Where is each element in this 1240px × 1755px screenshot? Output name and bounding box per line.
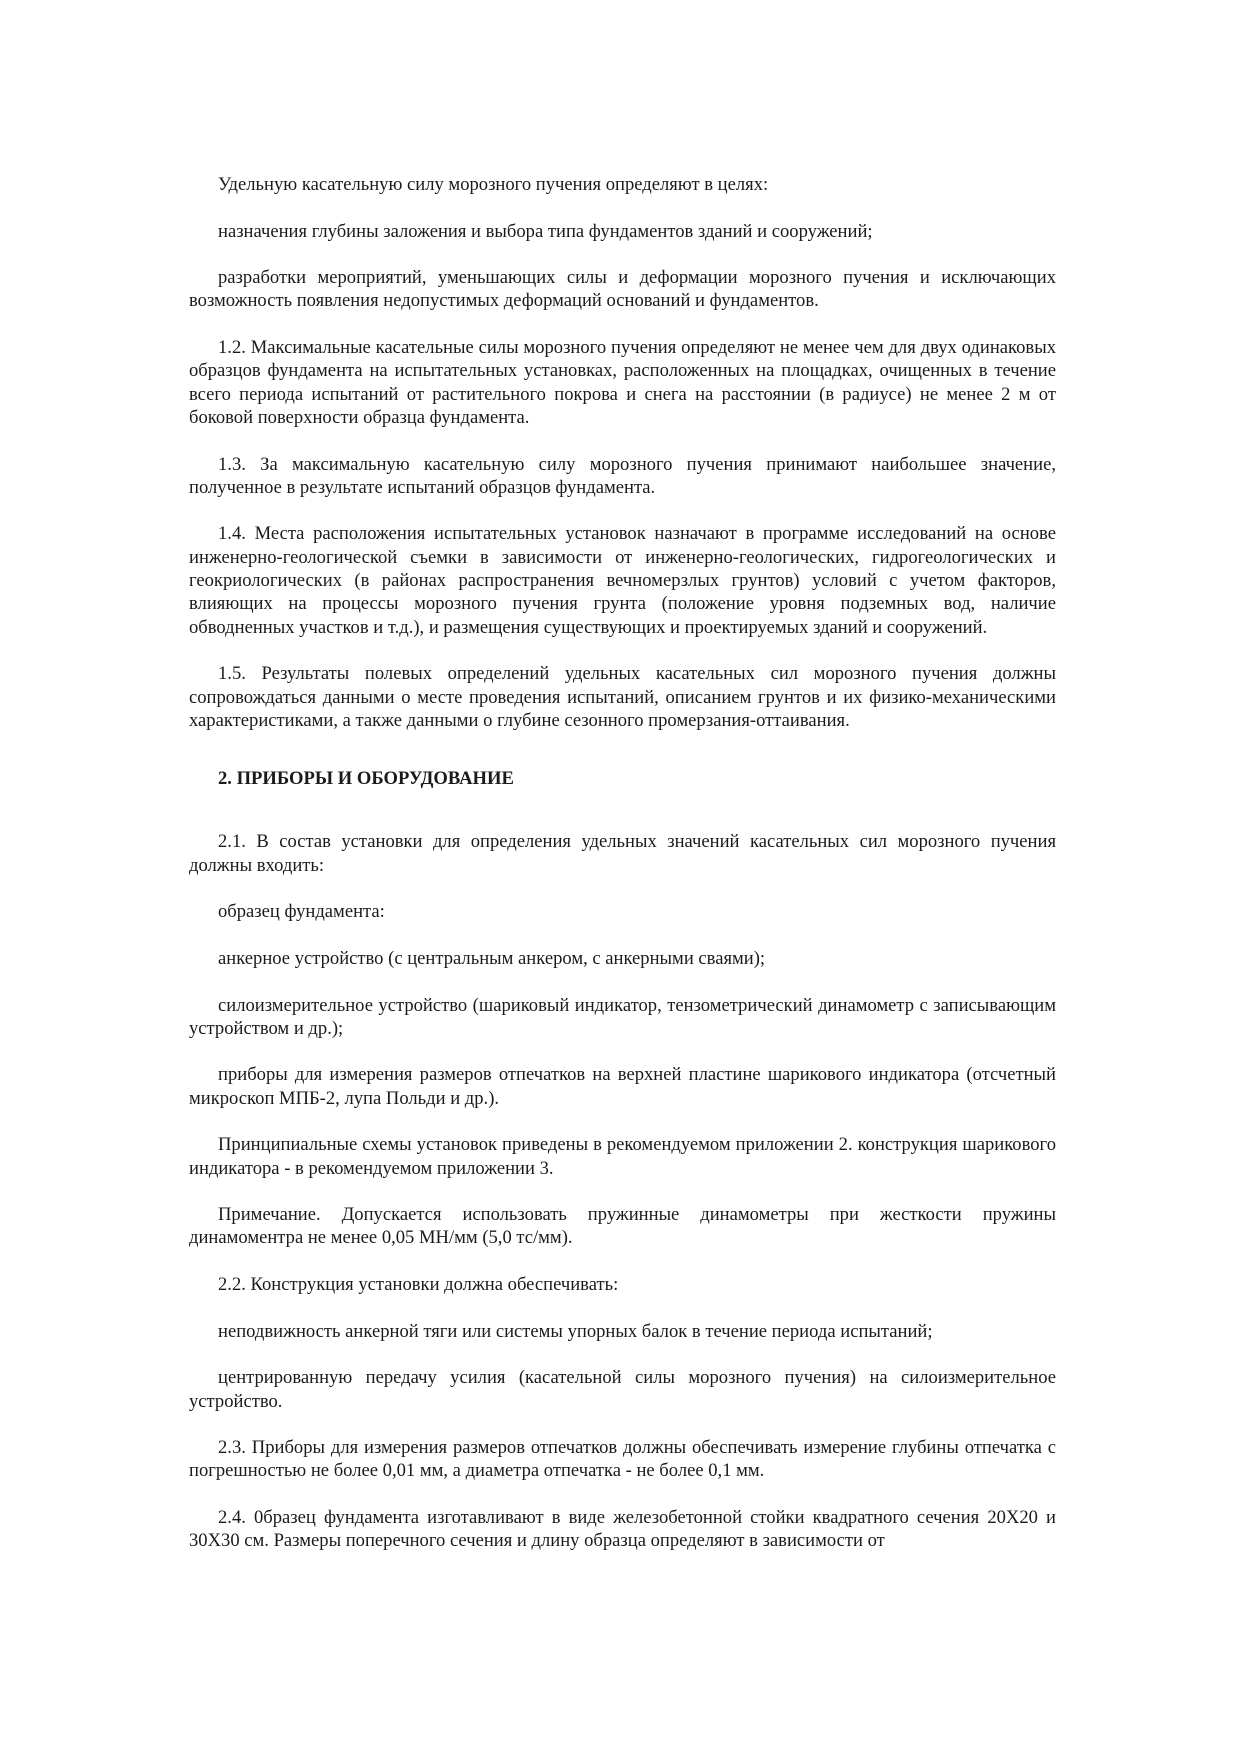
- list-item-anchor-device: анкерное устройство (с центральным анкером, с анкерными сваями);: [218, 947, 766, 969]
- list-item-centered-transfer: центрированную передачу усилия (касательной силы морозного пучения) на силоизмерительное устройство.: [189, 1367, 1056, 1412]
- list-item-anchor-rod: неподвижность анкерной тяги или системы упорных балок в течение периода испытаний;: [218, 1320, 933, 1342]
- paragraph-1-5: 1.5. Результаты полевых определений удельных касательных сил морозного пучения должны сопровождаться данными о месте проведения испытаний, описанием грунтов и их физико-механическими характеристиками, а также данными о глубине сезонного промерзания-оттаивания.: [189, 663, 1056, 731]
- paragraph-1-2: 1.2. Максимальные касательные силы морозного пучения определяют не менее чем для двух одинаковых образцов фундамента на испытательных установках, расположенных на площадках, очищенных в течение всего периода испытаний от растительного покрова и снега на расстоянии (в радиусе) не менее 2 м от боковой поверхности образца фундамента.: [189, 337, 1056, 428]
- paragraph-note: Примечание. Допускается использовать пружинные динамометры при жесткости пружины динамоментра не менее 0,05 МН/мм (5,0 тс/мм).: [189, 1204, 1056, 1249]
- paragraph-2-3: 2.3. Приборы для измерения размеров отпечатков должны обеспечивать измерение глубины отпечатка с погрешностью не более 0,01 мм, а диаметра отпечатка - не более 0,1 мм.: [189, 1437, 1056, 1482]
- paragraph-2-4: 2.4. 0бразец фундамента изготавливают в виде железобетонной стойки квадратного сечения 20X20 и 30X30 см. Размеры поперечного сечения и длину образца определяют в зависимости от: [189, 1507, 1056, 1552]
- paragraph-2-2: 2.2. Конструкция установки должна обеспечивать:: [218, 1274, 619, 1296]
- paragraph-1-4: 1.4. Места расположения испытательных установок назначают в программе исследований на основе инженерно-геологической съемки в зависимости от инженерно-геологических, гидрогеологических и геокриологических (в районах распространения вечномерзлых грунтов) условий с учетом факторов, влияющих на процессы морозного пучения грунта (положение уровня подземных вод, наличие обводненных участков и т.д.), и размещения существующих и проектируемых зданий и сооружений.: [189, 523, 1056, 638]
- section-heading: 2. ПРИБОРЫ И ОБОРУДОВАНИЕ: [218, 768, 514, 790]
- paragraph-intro: Удельную касательную силу морозного пучения определяют в целях:: [218, 174, 769, 195]
- paragraph-purpose-2: разработки мероприятий, уменьшающих силы и деформации морозного пучения и исключающих возможность появления недопустимых деформаций оснований и фундаментов.: [189, 267, 1056, 312]
- paragraph-2-1: 2.1. В состав установки для определения удельных значений касательных сил морозного пучения должны входить:: [189, 831, 1056, 876]
- list-item-foundation-sample: образец фундамента:: [218, 901, 385, 923]
- list-item-force-measuring-device: силоизмерительное устройство (шариковый индикатор, тензометрический динамометр с записывающим устройством и др.);: [189, 994, 1056, 1039]
- paragraph-purpose-1: назначения глубины заложения и выбора типа фундаментов зданий и сооружений;: [218, 220, 873, 242]
- paragraph-schemes: Принципиальные схемы установок приведены в рекомендуемом приложении 2. конструкция шарикового индикатора - в рекомендуемом приложении 3.: [189, 1134, 1056, 1179]
- document-page: [189, 173, 1056, 1576]
- list-item-measuring-instruments: приборы для измерения размеров отпечатков на верхней пластине шарикового индикатора (отсчетный микроскоп МПБ-2, лупа Польди и др.).: [189, 1064, 1056, 1109]
- paragraph-1-3: 1.3. За максимальную касательную силу морозного пучения принимают наибольшее значение, полученное в результате испытаний образцов фундамента.: [189, 453, 1056, 498]
